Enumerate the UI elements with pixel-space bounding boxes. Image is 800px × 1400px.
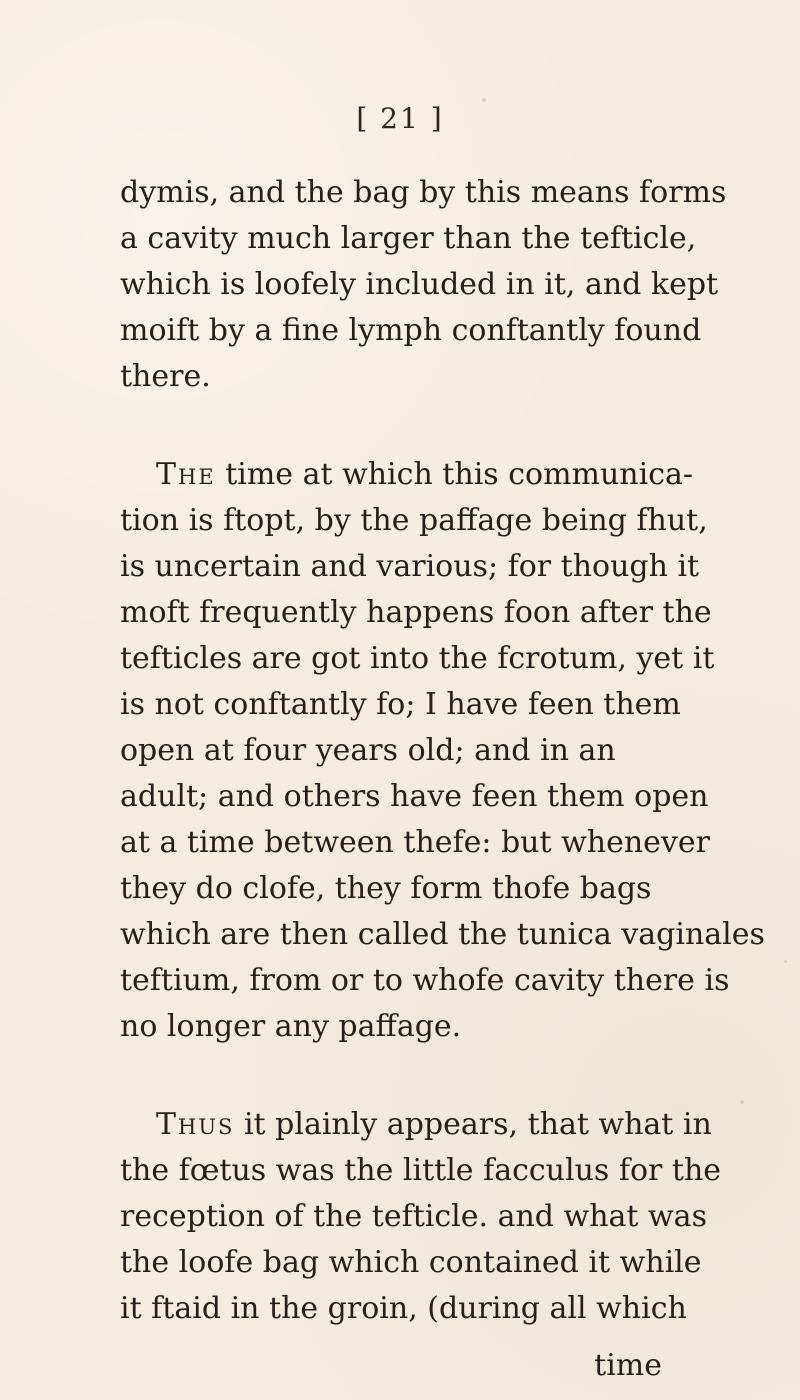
text-line: is uncertain and various; for though it xyxy=(120,549,700,584)
text-line: at a time between thefe: but whenever xyxy=(120,825,710,860)
text-line: there. xyxy=(120,359,211,394)
text-line: dymis, and the bag by this means forms xyxy=(120,175,727,210)
paper-speck xyxy=(690,620,693,623)
text-line: moift by a fine lymph conftantly found xyxy=(120,313,702,348)
text-line: reception of the tefticle. and what was xyxy=(120,1199,707,1234)
text-line: tion is ftopt, by the paffage being fhut, xyxy=(120,503,708,538)
paper-speck xyxy=(482,98,486,102)
text-line: teftium, from or to whofe cavity there is xyxy=(120,963,730,998)
text-line: the fœtus was the little facculus for the xyxy=(120,1153,722,1188)
text-line: open at four years old; and in an xyxy=(120,733,616,768)
text-line: adult; and others have feen them open xyxy=(120,779,709,814)
catchword: time xyxy=(594,1348,662,1383)
page-number: [ 21 ] xyxy=(356,102,444,135)
text-line: is not conftantly fo; I have feen them xyxy=(120,687,681,722)
text-line: moft frequently happens foon after the xyxy=(120,595,712,630)
text-line: a cavity much larger than the tefticle, xyxy=(120,221,697,256)
paragraph-1 xyxy=(120,170,727,400)
text-line: tefticles are got into the fcrotum, yet it xyxy=(120,641,715,676)
text-line: which is loofely included in it, and kept xyxy=(120,267,719,302)
paper-speck xyxy=(740,1100,744,1104)
text-line: they do clofe, they form thofe bags xyxy=(120,871,652,906)
text-line: the loofe bag which contained it while xyxy=(120,1245,702,1280)
text-line: no longer any paffage. xyxy=(120,1009,462,1044)
text-line: which are then called the tunica vaginales xyxy=(120,917,765,952)
paragraph-2 xyxy=(120,452,765,1050)
paragraph-3 xyxy=(120,1102,722,1332)
paragraph-lead-word: The xyxy=(156,457,216,492)
text-line-rest: it plainly appears, that what in xyxy=(234,1107,712,1142)
paragraph-lead-word: Thus xyxy=(156,1107,235,1142)
paper-speck xyxy=(784,960,787,963)
body-text xyxy=(120,170,765,1384)
text-line: it ftaid in the groin, (during all which xyxy=(120,1291,687,1326)
text-line-first xyxy=(120,452,694,498)
text-line-rest: time at which this communica- xyxy=(215,457,694,492)
text-line-first xyxy=(120,1102,712,1148)
